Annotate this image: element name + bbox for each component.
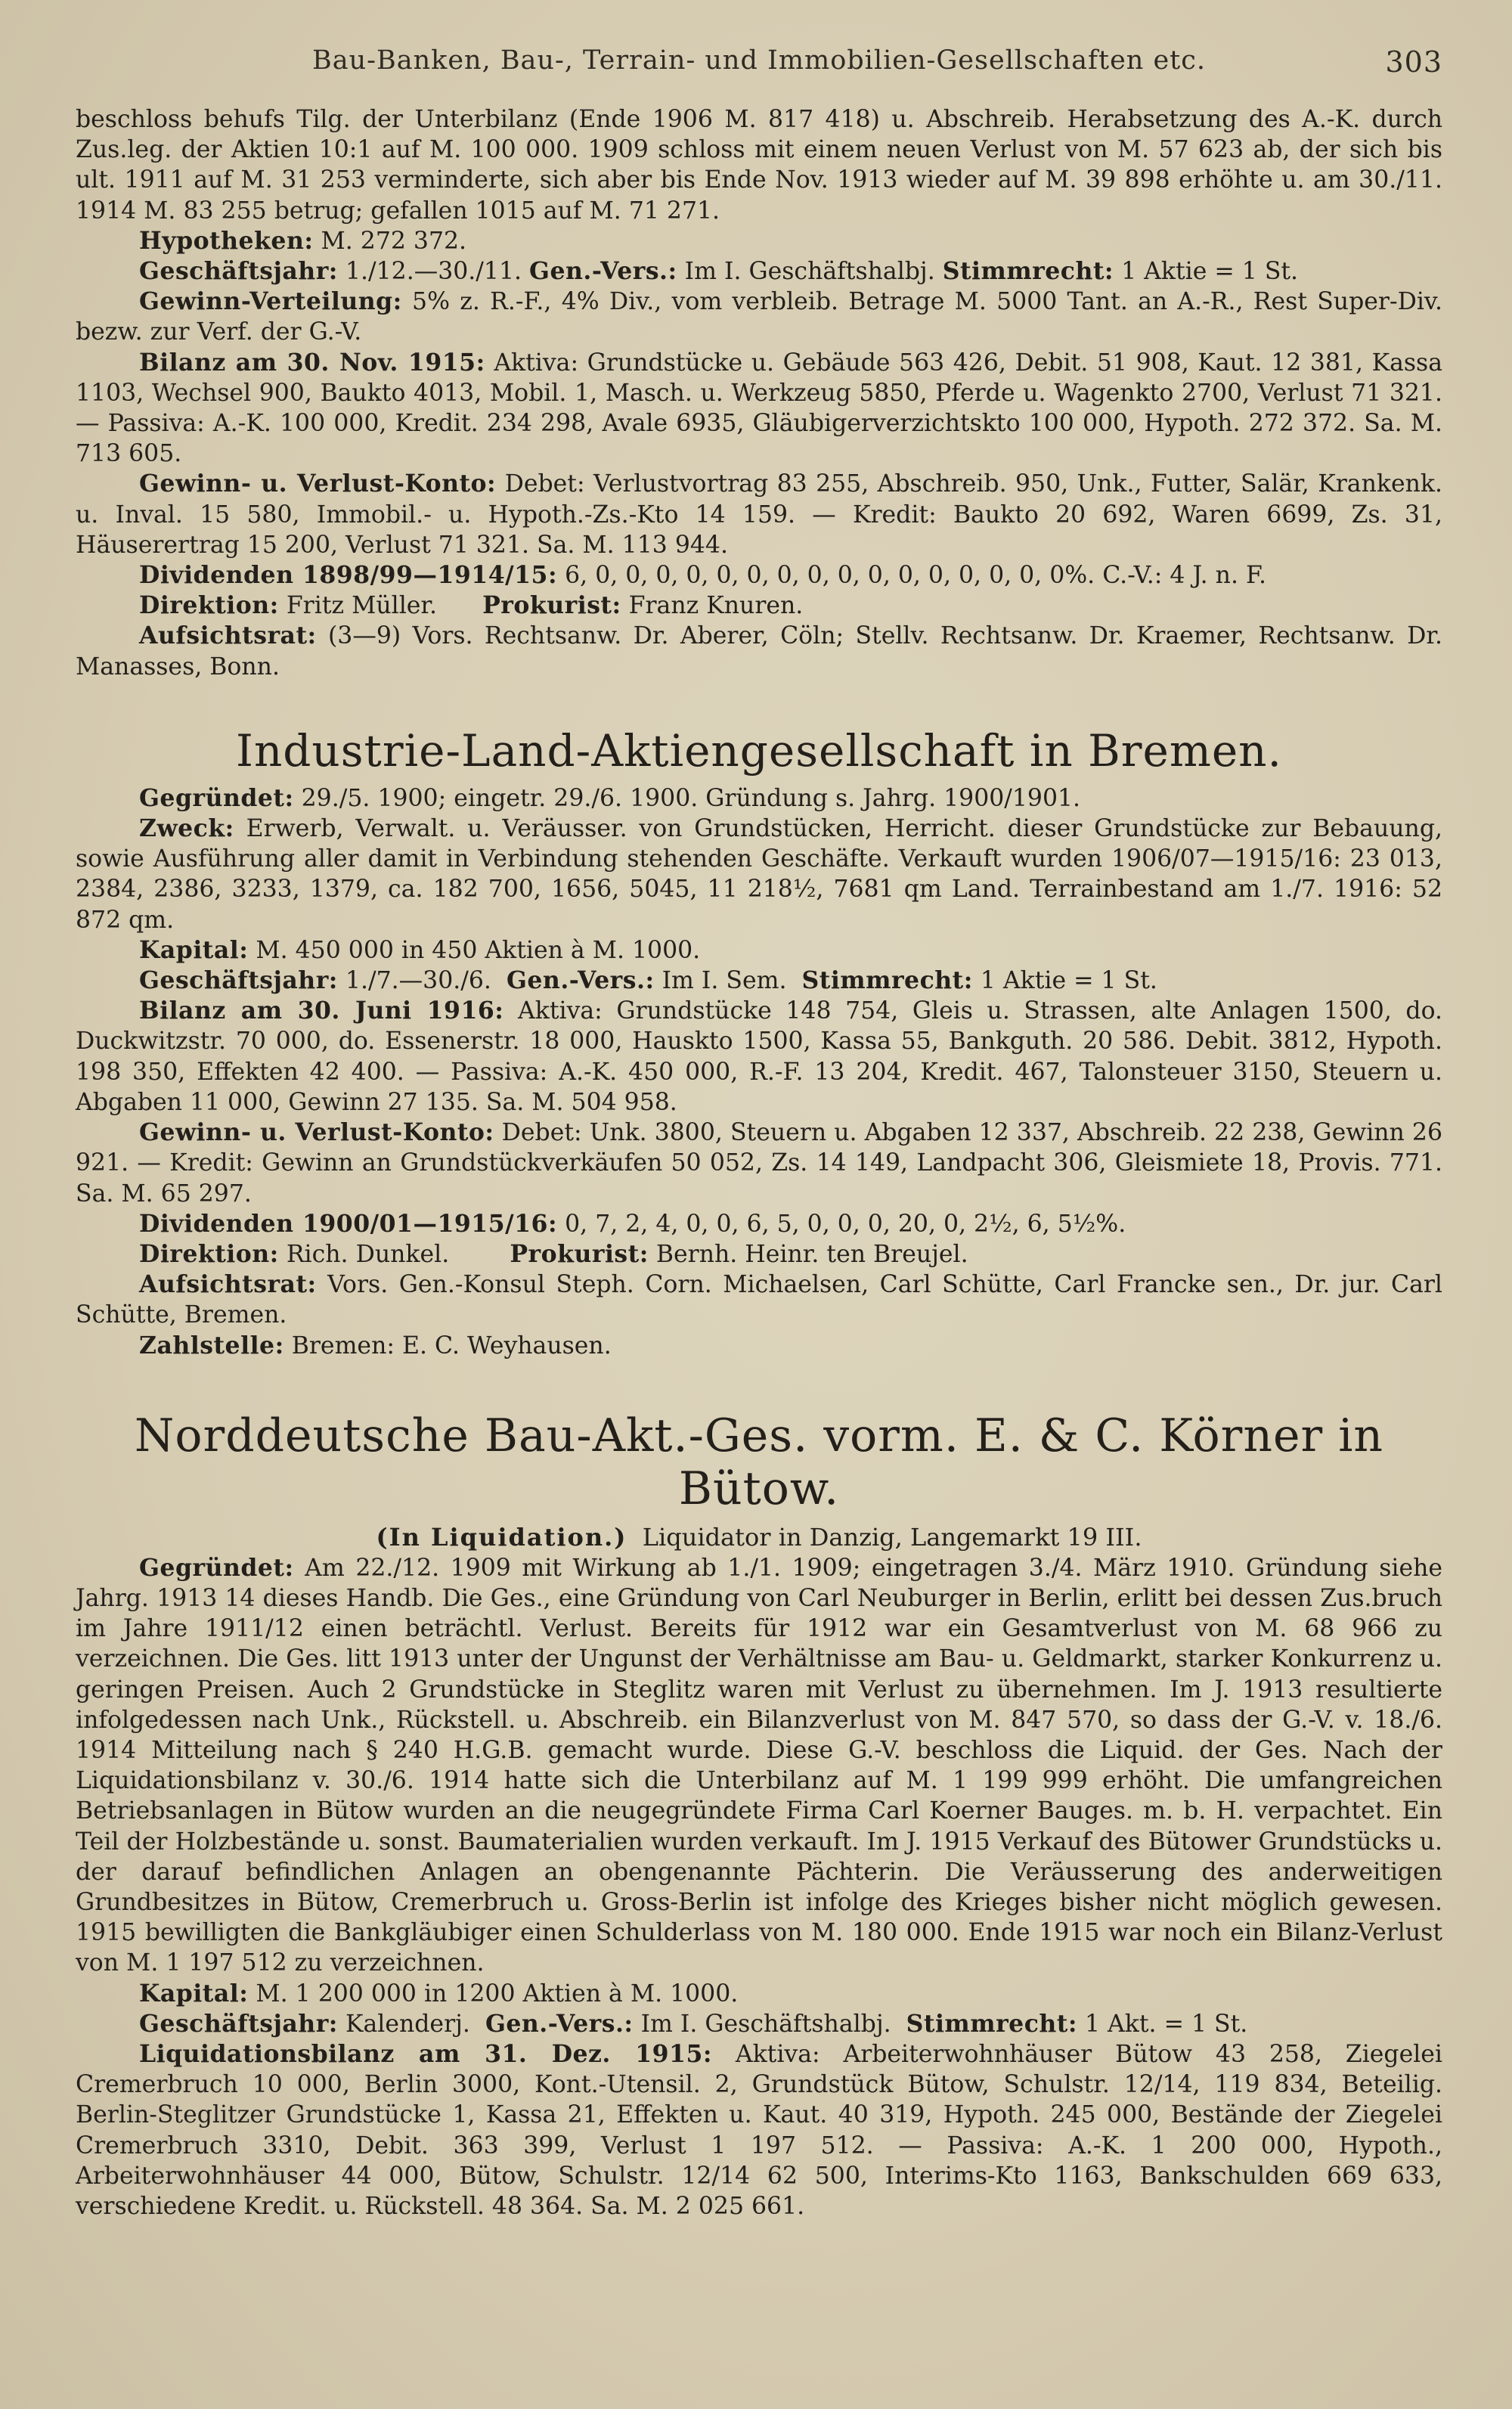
company1-geschaeftsjahr: Geschäftsjahr: 1./7.—30./6. Gen.-Vers.: Im I. Sem. Stimmrecht: 1 Aktie = 1 St.	[139, 966, 1157, 995]
prev-intro-paragraph: beschloss behufs Tilg. der Unterbilanz (Ende 1906 M. 817 418) u. Abschreib. Herabsetzung des A.-K. durch Zus.leg. der Aktien 10:1 auf M. 100 000. 1909 schloss mit einem neuen Verlust von M. 57 623 ab, der sich bis ult. 1911 auf M. 31 253 verminderte, sich aber bis Ende Nov. 1913 wieder auf M. 39 898 erhöhte u. am 30./11. 1914 M. 83 255 betrug; gefallen 1015 auf M. 71 271.	[76, 106, 1442, 225]
running-title: Bau-Banken, Bau-, Terrain- und Immobilien-Gesellschaften etc.	[312, 45, 1206, 76]
company2-liquidation-line: (In Liquidation.) Liquidator in Danzig, Langemarkt 19 III.	[376, 1522, 1142, 1552]
prev-hypotheken: Hypotheken: M. 272 372.	[139, 226, 467, 255]
company1-zahlstelle: Zahlstelle: Bremen: E. C. Weyhausen.	[139, 1331, 612, 1360]
company2-gegruendet: Gegründet: Am 22./12. 1909 mit Wirkung ab 1./1. 1909; eingetragen 3./4. März 1910. Gründung siehe Jahrg. 1913 14 dieses Handb. Die Ges., eine Gründung von Carl Neuburger in Berlin, erlitt bei dessen Zus.bruch im Jahre 1911/12 einen beträchtl. Verlust. Bereits für 1912 war ein Gesamtverlust von M. 68 966 zu verzeichnen. Die Ges. litt 1913 unter der Ungunst der Verhältnisse am Bau- u. Geldmarkt, starker Konkurrenz u. geringen Preisen. Auch 2 Grundstücke in Steglitz waren mit Verlust zu übernehmen. Im J. 1913 resultierte infolgedessen nach Unk., Rückstell. u. Abschreib. ein Bilanzverlust von M. 847 570, so dass der G.-V. v. 18./6. 1914 Mitteilung nach § 240 H.G.B. gemacht wurde. Diese G.-V. beschloss die Liquid. der Ges. Nach der Liquidationsbilanz v. 30./6. 1914 hatte sich die Unterbilanz auf M. 1 199 999 erhöht. Die umfangreichen Betriebsanlagen in Bütow wurden an die neugegründete Firma Carl Koerner Bauges. m. b. H. verpachtet. Ein Teil der Holzbestände u. sonst. Baumaterialien wurden verkauft. Im J. 1915 Verkauf des Bütower Grundstücks u. der darauf befindlichen Anlagen an obengenannte Pächterin. Die Veräusserung des anderweitigen Grundbesitzes in Bütow, Cremerbruch u. Gross-Berlin ist infolge des Krieges bisher nicht möglich gewesen. 1915 bewilligten die Bankgläubiger einen Schulderlass von M. 180 000. Ende 1915 war noch ein Bilanz-Verlust von M. 1 197 512 zu verzeichnen.	[76, 1553, 1443, 1977]
company2-liquidationsbilanz: Liquidationsbilanz am 31. Dez. 1915: Aktiva: Arbeiterwohnhäuser Bütow 43 258, Ziegelei Cremerbruch 10 000, Berlin 3000, Kont.-Utensil. 2, Grundstück Bütow, Schulstr. 12/14, 119 834, Beteilig. Berlin-Steglitzer Grundstücke 1, Kassa 21, Effekten u. Kaut. 40 319, Hypoth. 245 000, Bestände der Ziegelei Cremerbruch 3310, Debit. 363 399, Verlust 1 197 512. — Passiva: A.-K. 1 200 000, Hypoth., Arbeiterwohnhäuser 44 000, Bütow, Schulstr. 12/14 62 500, Interims-Kto 1163, Bankschulden 669 633, verschiedene Kredit. u. Rückstell. 48 364. Sa. M. 2 025 661.	[76, 2039, 1443, 2220]
company1-direktion: Direktion: Rich. Dunkel. Prokurist: Bernh. Heinr. ten Breujel.	[139, 1239, 968, 1268]
prev-company-section	[76, 104, 1442, 682]
company1-bilanz: Bilanz am 30. Juni 1916: Aktiva: Grundstücke 148 754, Gleis u. Strassen, alte Anlagen 1500, do. Duckwitzstr. 70 000, do. Essenerstr. 18 000, Hauskto 1500, Kassa 55, Bankguth. 20 586. Debit. 3812, Hypoth. 198 350, Effekten 42 400. — Passiva: A.-K. 450 000, R.-F. 13 204, Kredit. 467, Talonsteuer 3150, Steuern u. Abgaben 11 000, Gewinn 27 135. Sa. M. 504 958.	[76, 997, 1443, 1116]
prev-dividenden: Dividenden 1898/99—1914/15: 6, 0, 0, 0, 0, 0, 0, 0, 0, 0, 0, 0, 0, 0, 0, 0, 0%. C.-V.: 4 J. n. F.	[139, 561, 1266, 590]
company1-zweck: Zweck: Erwerb, Verwalt. u. Veräusser. von Grundstücken, Herricht. dieser Grundstücke zur Bebauung, sowie Ausführung aller damit in Verbindung stehenden Geschäfte. Verkauft wurden 1906/07—1915/16: 23 013, 2384, 2386, 3233, 1379, ca. 182 700, 1656, 5045, 11 218½, 7681 qm Land. Terrainbestand am 1./7. 1916: 52 872 qm.	[76, 814, 1443, 934]
company1-section	[76, 783, 1442, 1361]
company1-title: Industrie-Land-Aktiengesellschaft in Bremen.	[236, 724, 1282, 777]
company1-aufsichtsrat: Aufsichtsrat: Vors. Gen.-Konsul Steph. Corn. Michaelsen, Carl Schütte, Carl Francke sen., Dr. jur. Carl Schütte, Bremen.	[76, 1270, 1442, 1329]
company2-kapital: Kapital: M. 1 200 000 in 1200 Aktien à M. 1000.	[139, 1979, 739, 2008]
company1-gewinn-verlust: Gewinn- u. Verlust-Konto: Debet: Unk. 3800, Steuern u. Abgaben 12 337, Abschreib. 22 238, Gewinn 26 921. — Kredit: Gewinn an Grundstückverkäufen 50 052, Zs. 14 149, Landpacht 306, Gleismiete 18, Provis. 771. Sa. M. 65 297.	[76, 1118, 1443, 1208]
company1-kapital: Kapital: M. 450 000 in 450 Aktien à M. 1000.	[139, 935, 701, 964]
prev-direktion: Direktion: Fritz Müller. Prokurist: Franz Knuren.	[139, 591, 804, 620]
company2-section	[76, 1553, 1442, 2221]
prev-gewinn-verlust: Gewinn- u. Verlust-Konto: Debet: Verlustvortrag 83 255, Abschreib. 950, Unk., Futter, Salär, Krankenk. u. Inval. 15 580, Immobil.- u. Hypoth.-Zs.-Kto 14 159. — Kredit: Baukto 20 692, Waren 6699, Zs. 31, Häuserertrag 15 200, Verlust 71 321. Sa. M. 113 944.	[76, 470, 1442, 559]
prev-aufsichtsrat: Aufsichtsrat: (3—9) Vors. Rechtsanw. Dr. Aberer, Cöln; Stellv. Rechtsanw. Dr. Kraemer, Rechtsanw. Dr. Manasses, Bonn.	[76, 622, 1442, 681]
company2-title: Norddeutsche Bau-Akt.-Ges. vorm. E. & C. Körner in Bütow.	[134, 1409, 1384, 1515]
company1-gegruendet: Gegründet: 29./5. 1900; eingetr. 29./6. 1900. Gründung s. Jahrg. 1900/1901.	[139, 783, 1081, 812]
page-number: 303	[1385, 45, 1442, 79]
company2-geschaeftsjahr: Geschäftsjahr: Kalenderj. Gen.-Vers.: Im I. Geschäftshalbj. Stimmrecht: 1 Akt. = 1 St.	[139, 2009, 1248, 2038]
running-head	[76, 45, 1442, 91]
prev-geschaeftsjahr: Geschäftsjahr: 1./12.—30./11. Gen.-Vers.: Im I. Geschäftshalbj. Stimmrecht: 1 Aktie = 1 St.	[139, 257, 1299, 286]
company1-dividenden: Dividenden 1900/01—1915/16: 0, 7, 2, 4, 0, 0, 6, 5, 0, 0, 0, 20, 0, 2½, 6, 5½%.	[139, 1209, 1126, 1238]
prev-gewinn-verteilung: Gewinn-Verteilung: 5% z. R.-F., 4% Div., vom verbleib. Betrage M. 5000 Tant. an A.-R., Rest Super-Div. bezw. zur Verf. der G.-V.	[76, 287, 1442, 346]
prev-bilanz: Bilanz am 30. Nov. 1915: Aktiva: Grundstücke u. Gebäude 563 426, Debit. 51 908, Kaut. 12 381, Kassa 1103, Wechsel 900, Baukto 4013, Mobil. 1, Masch. u. Werkzeug 5850, Pferde u. Wagenkto 2700, Verlust 71 321. — Passiva: A.-K. 100 000, Kredit. 234 298, Avale 6935, Gläubigerverzichtskto 100 000, Hypoth. 272 372. Sa. M. 713 605.	[76, 348, 1443, 468]
